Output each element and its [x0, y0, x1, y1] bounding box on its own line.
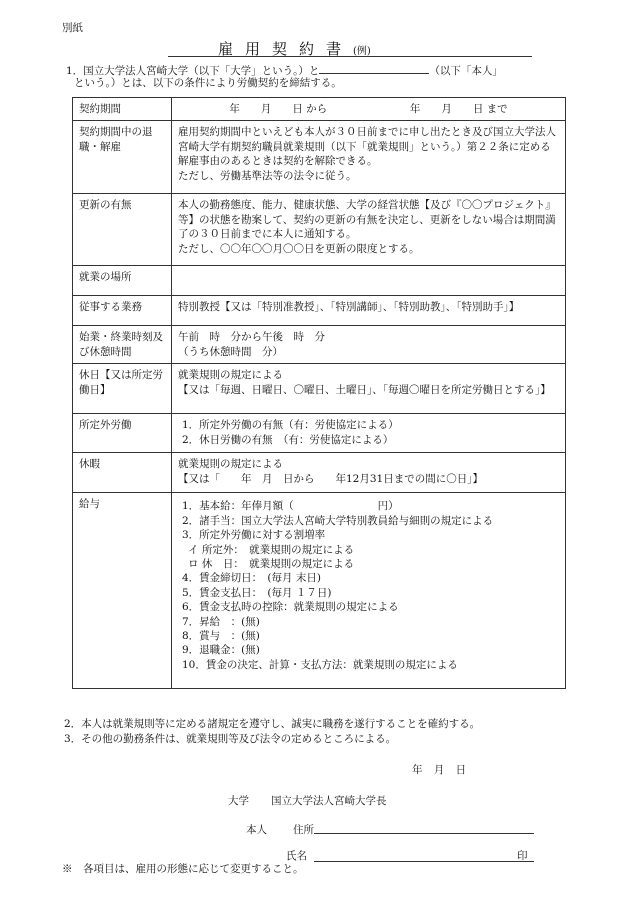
salary-item: 7．昇給 ：(無)	[182, 615, 260, 628]
seal-mark: 印	[517, 850, 528, 862]
row-value	[172, 364, 566, 414]
attachment-label: 別紙	[62, 22, 83, 34]
row-value	[172, 453, 566, 493]
row-renewal	[73, 194, 566, 266]
holidays-alt: 【又は「毎週、日曜日、〇曜日、土曜日」、「毎週〇曜日を所定労働日とする」】	[178, 383, 551, 396]
salary-subitem: イ 所定外： 就業規則の規定による	[188, 543, 355, 556]
holidays-text: 就業規則の規定による	[178, 369, 283, 382]
employee-name-blank[interactable]	[319, 62, 429, 74]
row-label: 始業・終業時刻及び休憩時間	[73, 326, 172, 364]
address-field[interactable]	[314, 833, 534, 834]
signing-date: 年 月 日	[412, 764, 467, 776]
salary-item: 5．賃金支払日： (毎月 １７日)	[182, 586, 332, 599]
row-label: 所定外労働	[73, 414, 172, 453]
row-value	[172, 98, 566, 121]
document-title-suffix: (例)	[353, 46, 371, 57]
salary-item: 1．基本給：年俸月額（ 円）	[182, 500, 399, 513]
row-value	[172, 493, 566, 689]
row-value	[172, 326, 566, 364]
termination-text: 雇用契約期間中といえども本人が３０日前までに申し出たとき及び国立大学法人宮崎大学有期契約職員就業規則（以下「就業規則」という。）第２２条に定める解雇事由のあるときは契約を解除できる。	[178, 126, 556, 168]
renewal-proviso: ただし、〇〇年〇〇月〇〇日を更新の限度とする。	[178, 242, 420, 255]
row-label: 契約期間	[73, 98, 172, 121]
leave-alt: 【又は「 年 月 日から 年12月31日までの間に〇日」】	[178, 472, 483, 485]
leave-text: 就業規則の規定による	[178, 458, 283, 471]
closing-clauses	[64, 717, 480, 746]
row-value	[172, 121, 566, 194]
salary-item: 2．諸手当：国立大学法人宮崎大学特別教員給与細則の規定による	[182, 514, 494, 527]
row-label: 従事する業務	[73, 296, 172, 326]
row-contract-period	[73, 98, 566, 121]
row-overtime	[73, 414, 566, 453]
clause-3: 3．その他の勤務条件は、就業規則等及び法令の定めるところによる。	[64, 732, 397, 745]
self-label: 本人	[246, 824, 267, 836]
salary-item: 10．賃金の決定、計算・支払方法：就業規則の規定による	[182, 658, 458, 671]
salary-item: 3．所定外労働に対する割増率	[182, 529, 326, 542]
termination-proviso: ただし、労働基準法等の法令に従う。	[178, 169, 357, 182]
row-holidays	[73, 364, 566, 414]
break-text: （うち休憩時間 分）	[178, 345, 283, 358]
hours-text: 午前 時 分から午後 時 分	[178, 331, 325, 344]
overtime-item: 1．所定外労働の有無（有：労使協定による）	[182, 419, 399, 432]
renewal-text: 本人の勤務態度、能力、健康状態、大学の経営状態【及び『〇〇プロジェクト』等】の状態を勘案して、契約の更新の有無を決定し、更新をしない場合は期間満了の３０日前までに本人に通知する。	[178, 199, 556, 241]
clause-1-text-a: 1．国立大学法人宮崎大学（以下「大学」という。）と	[66, 65, 320, 77]
row-label: 就業の場所	[73, 266, 172, 296]
party-label: 大学	[228, 795, 249, 807]
name-field[interactable]	[314, 861, 534, 862]
salary-item: 6．賃金支払時の控除：就業規則の規定による	[182, 601, 399, 614]
salary-subitem: ロ 休 日： 就業規則の規定による	[188, 558, 355, 571]
clause-1-text-b: （以下「本人」	[429, 65, 503, 77]
title-underline	[168, 56, 532, 57]
address-label: 住所	[293, 824, 314, 836]
document-title-text: 雇用契約書	[218, 40, 354, 58]
row-value	[172, 194, 566, 266]
row-value	[172, 414, 566, 453]
contract-period-range	[178, 102, 559, 116]
salary-item: 9．退職金：(無)	[182, 644, 260, 657]
clause-2: 2．本人は就業規則等に定める諸規定を遵守し、誠実に職務を遂行することを確約する。	[64, 718, 481, 730]
row-salary	[73, 493, 566, 689]
name-label: 氏名	[286, 850, 307, 862]
salary-item: 8．賞与 ：(無)	[182, 630, 260, 643]
row-leave	[73, 453, 566, 493]
row-value	[172, 266, 566, 296]
row-label: 更新の有無	[73, 194, 172, 266]
row-value: 特別教授【又は「特別准教授」、「特別講師」、「特別助教」、「特別助手」】	[172, 296, 566, 326]
row-label: 契約期間中の退職・解雇	[73, 121, 172, 194]
contract-terms-table	[72, 97, 566, 689]
row-termination	[73, 121, 566, 194]
row-workplace	[73, 266, 566, 296]
row-duties	[73, 296, 566, 326]
university-signatory	[228, 793, 387, 808]
salary-item: 4．賃金締切日： (毎月 末日)	[182, 572, 321, 585]
holiday-work-item: 2．休日労働の有無 （有：労使協定による）	[182, 433, 394, 446]
employee-address-row	[246, 822, 314, 837]
row-label: 休暇	[73, 453, 172, 493]
row-working-hours	[73, 326, 566, 364]
row-label: 休日【又は所定労働日】	[73, 364, 172, 414]
period-to: 年 月 日 まで	[409, 103, 508, 115]
period-from: 年 月 日 から	[229, 103, 328, 115]
party-name: 国立大学法人宮崎大学長	[271, 795, 387, 807]
clause-1-line-2: という。）とは、以下の条件により労働契約を締結する。	[74, 77, 342, 89]
footnote: ※ 各項目は、雇用の形態に応じて変更すること。	[62, 863, 304, 875]
row-label: 給与	[73, 493, 172, 689]
